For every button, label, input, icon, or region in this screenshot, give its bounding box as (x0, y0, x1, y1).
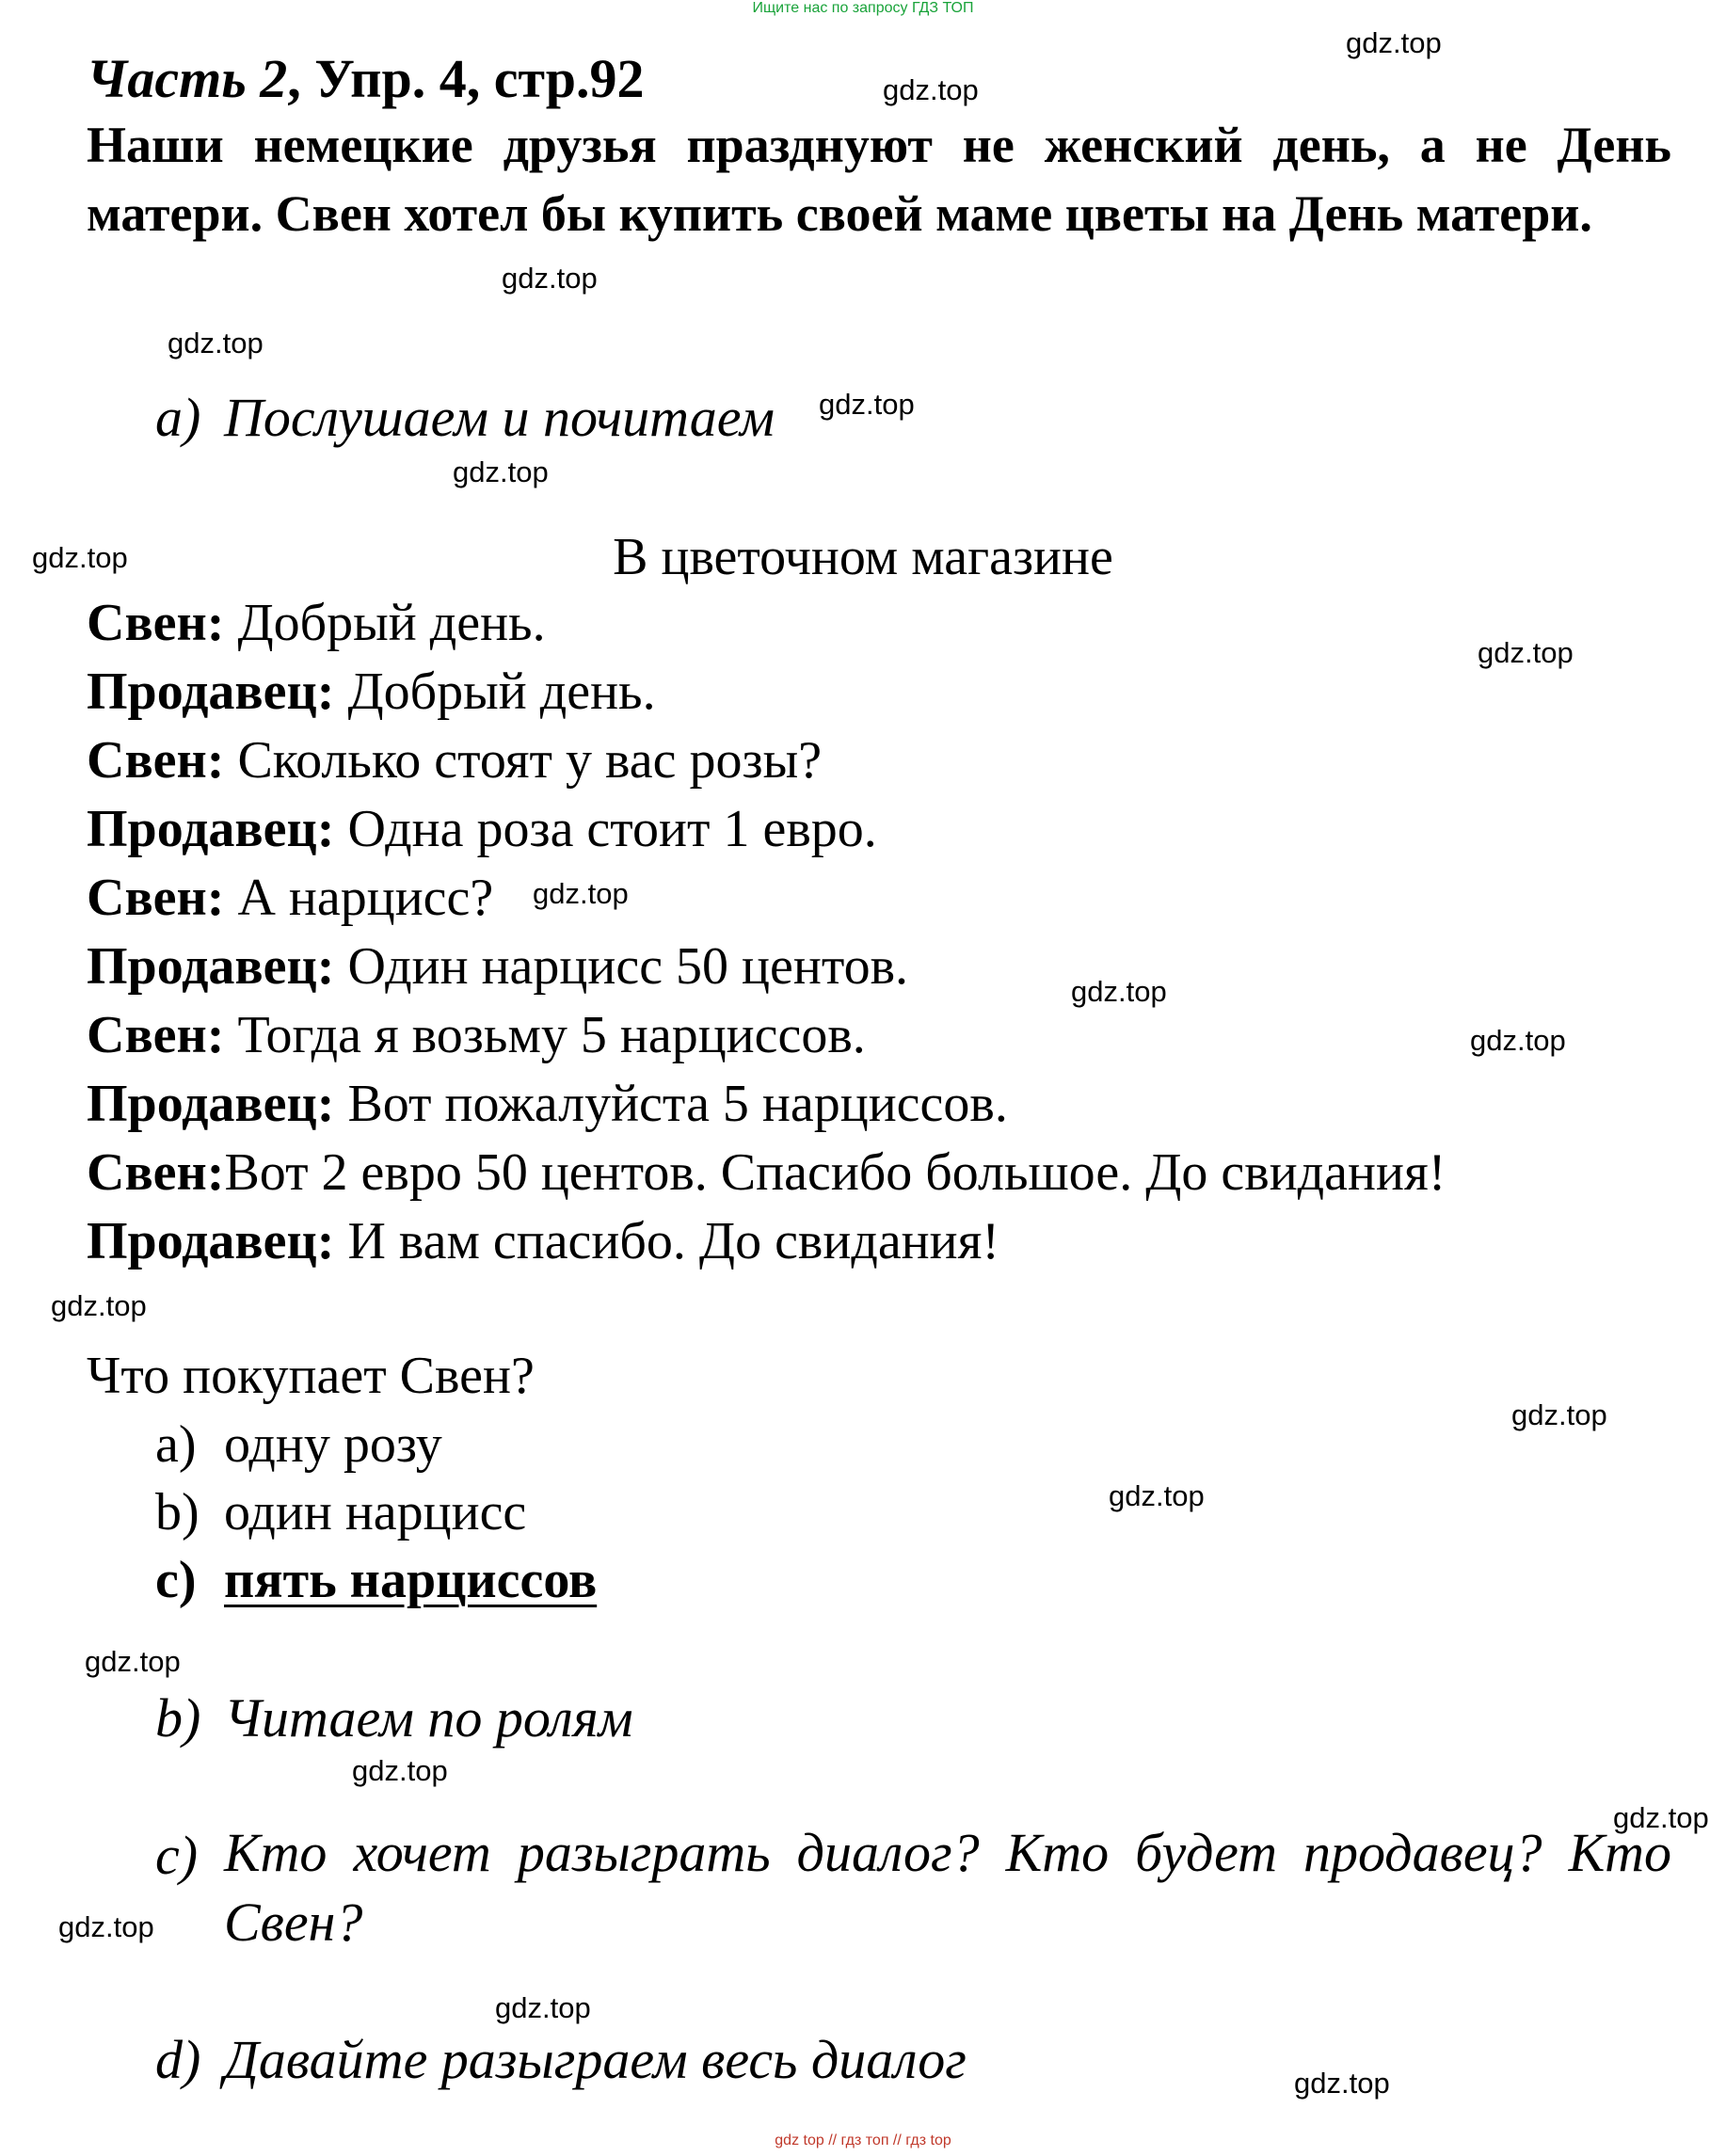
task-c-letter: c) (155, 1825, 199, 1886)
task-d-letter: d) (155, 2029, 201, 2090)
intro-paragraph: Наши немецкие друзья празднуют не женский день, а не День матери. Свен хотел бы купить своей маме цветы на День матери. (87, 117, 1671, 242)
watermark: gdz.top (1478, 636, 1574, 669)
task-a-text: Послушаем и почитаем (224, 387, 775, 448)
watermark: gdz.top (495, 1991, 591, 2024)
dialog-line (87, 1005, 866, 1065)
speaker: Свен: (87, 1006, 225, 1064)
watermark: gdz.top (453, 455, 549, 488)
option-a-letter: a) (155, 1415, 197, 1474)
speaker: Продавец: (87, 1212, 335, 1270)
line-text: И вам спасибо. До свидания! (334, 1212, 1000, 1270)
watermark: gdz.top (1294, 2067, 1390, 2100)
watermark: gdz.top (1470, 1024, 1566, 1057)
bottom-banner: gdz top // гдз топ // гдз top (775, 2132, 951, 2148)
speaker: Свен: (87, 1143, 225, 1202)
speaker: Свен: (87, 731, 225, 790)
option-c-letter: c) (155, 1551, 197, 1609)
watermark: gdz.top (502, 262, 598, 295)
line-text: Вот пожалуйста 5 нарциссов. (334, 1075, 1008, 1133)
dialog-heading: В цветочном магазине (613, 528, 1113, 586)
watermark: gdz.top (1346, 26, 1442, 59)
dialog-line (87, 593, 546, 653)
dialog-line (87, 662, 656, 722)
line-text: Сколько стоят у вас розы? (224, 731, 823, 790)
speaker: Свен: (87, 594, 225, 652)
dialog-line (87, 1142, 1446, 1203)
watermark: gdz.top (51, 1289, 147, 1322)
title-part: Часть 2 (87, 48, 288, 109)
watermark: gdz.top (32, 541, 128, 574)
task-c-text: Кто хочет разыграть диалог? Кто будет продавец? Кто Свен? (224, 1822, 1671, 1953)
speaker: Свен: (87, 869, 225, 927)
line-text: Одна роза стоит 1 евро. (334, 800, 877, 858)
title-rest: , Упр. 4, стр.92 (287, 48, 645, 109)
dialog-line (87, 730, 822, 791)
speaker: Продавец: (87, 1075, 335, 1133)
watermark: gdz.top (1109, 1479, 1205, 1512)
speaker: Продавец: (87, 937, 335, 996)
top-banner: Ищите нас по запросу ГДЗ ТОП (752, 0, 974, 16)
line-text: А нарцисс? (224, 869, 494, 927)
dialog-line (87, 1211, 999, 1271)
dialog-line (87, 936, 908, 997)
option-b-letter: b) (155, 1483, 200, 1541)
watermark: gdz.top (1613, 1801, 1709, 1834)
task-b-letter: b) (155, 1687, 201, 1749)
speaker: Продавец: (87, 800, 335, 858)
dialog-line (87, 799, 877, 859)
line-text: Один нарцисс 50 центов. (334, 937, 909, 996)
line-text: Добрый день. (334, 663, 656, 721)
dialog-line (87, 868, 493, 928)
line-text: Вот 2 евро 50 центов. Спасибо большое. До свидания! (224, 1143, 1446, 1202)
line-text: Тогда я возьму 5 нарциссов. (224, 1006, 866, 1064)
watermark: gdz.top (533, 877, 629, 910)
watermark: gdz.top (168, 327, 264, 359)
task-a-letter: a) (155, 387, 201, 448)
watermark: gdz.top (1071, 975, 1167, 1008)
dialog-line (87, 1074, 1008, 1134)
option-c-answer: пять нарциссов (224, 1551, 598, 1609)
watermark: gdz.top (883, 73, 979, 106)
option-b-text: один нарцисс (224, 1483, 527, 1541)
watermark: gdz.top (352, 1754, 448, 1787)
question: Что покупает Свен? (87, 1347, 535, 1405)
watermark: gdz.top (85, 1645, 181, 1678)
line-text: Добрый день. (224, 594, 546, 652)
task-d-text: Давайте разыграем весь диалог (224, 2029, 967, 2090)
option-a-text: одну розу (224, 1415, 442, 1474)
watermark: gdz.top (1511, 1398, 1607, 1431)
speaker: Продавец: (87, 663, 335, 721)
watermark: gdz.top (819, 388, 915, 421)
exercise-title (87, 47, 644, 110)
task-b-text: Читаем по ролям (224, 1687, 633, 1749)
watermark: gdz.top (58, 1910, 154, 1943)
